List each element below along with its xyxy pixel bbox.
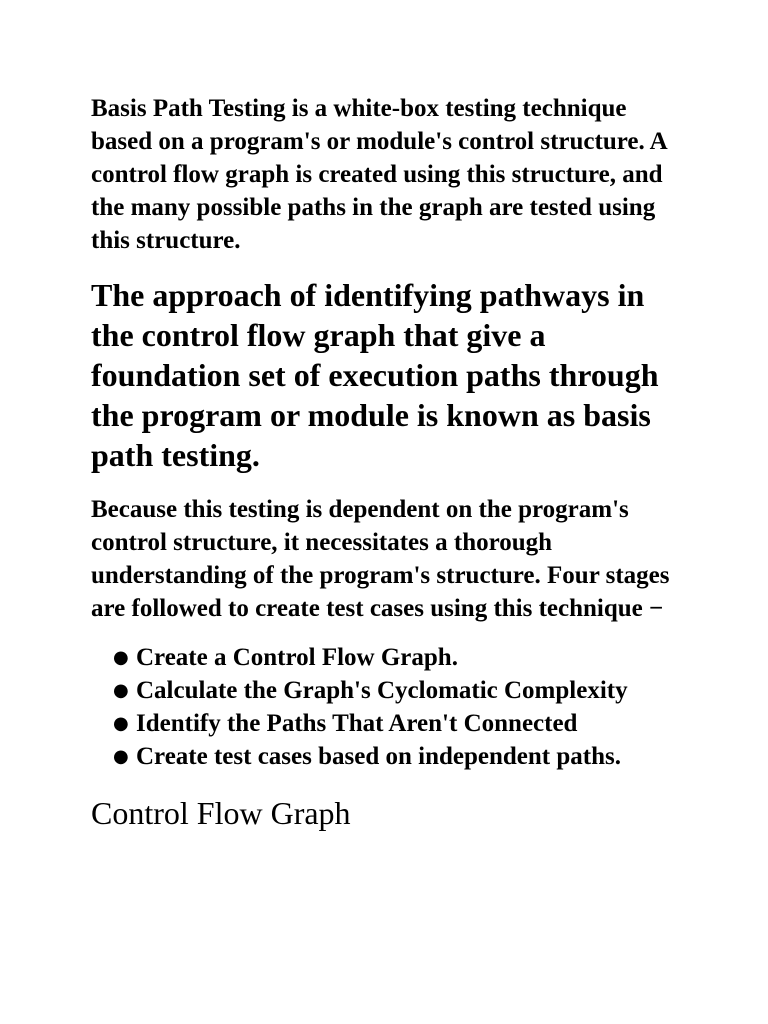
- bullet-dot-icon: ●: [113, 680, 129, 701]
- highlight-heading: The approach of identifying pathways in the control flow graph that give a foundation set of execution paths through the program or module is known as basis path testing.: [91, 277, 659, 473]
- bullet-dot-icon: ●: [113, 746, 129, 767]
- bullet-dot-icon: ●: [113, 713, 129, 734]
- article: [91, 92, 691, 833]
- step-label: Create a Control Flow Graph.: [136, 644, 458, 671]
- section-heading: Control Flow Graph: [91, 795, 351, 831]
- intro-paragraph: Basis Path Testing is a white-box testing technique based on a program's or module's control structure. A control flow graph is created using this structure, and the many possible paths in the graph are tested using this structure.: [91, 95, 667, 254]
- list-item: [113, 740, 691, 773]
- step-label: Create test cases based on independent paths.: [136, 743, 621, 770]
- body-paragraph: Because this testing is dependent on the program's control structure, it necessitates a thorough understanding of the program's structure. Four stages are followed to create test cases using this technique −: [91, 496, 670, 622]
- bullet-dot-icon: ●: [113, 647, 129, 668]
- list-item: [113, 707, 691, 740]
- list-item: [113, 641, 691, 674]
- steps-list: [91, 641, 691, 773]
- list-item: [113, 674, 691, 707]
- step-label: Identify the Paths That Aren't Connected: [136, 710, 578, 737]
- step-label: Calculate the Graph's Cyclomatic Complexity: [136, 677, 628, 704]
